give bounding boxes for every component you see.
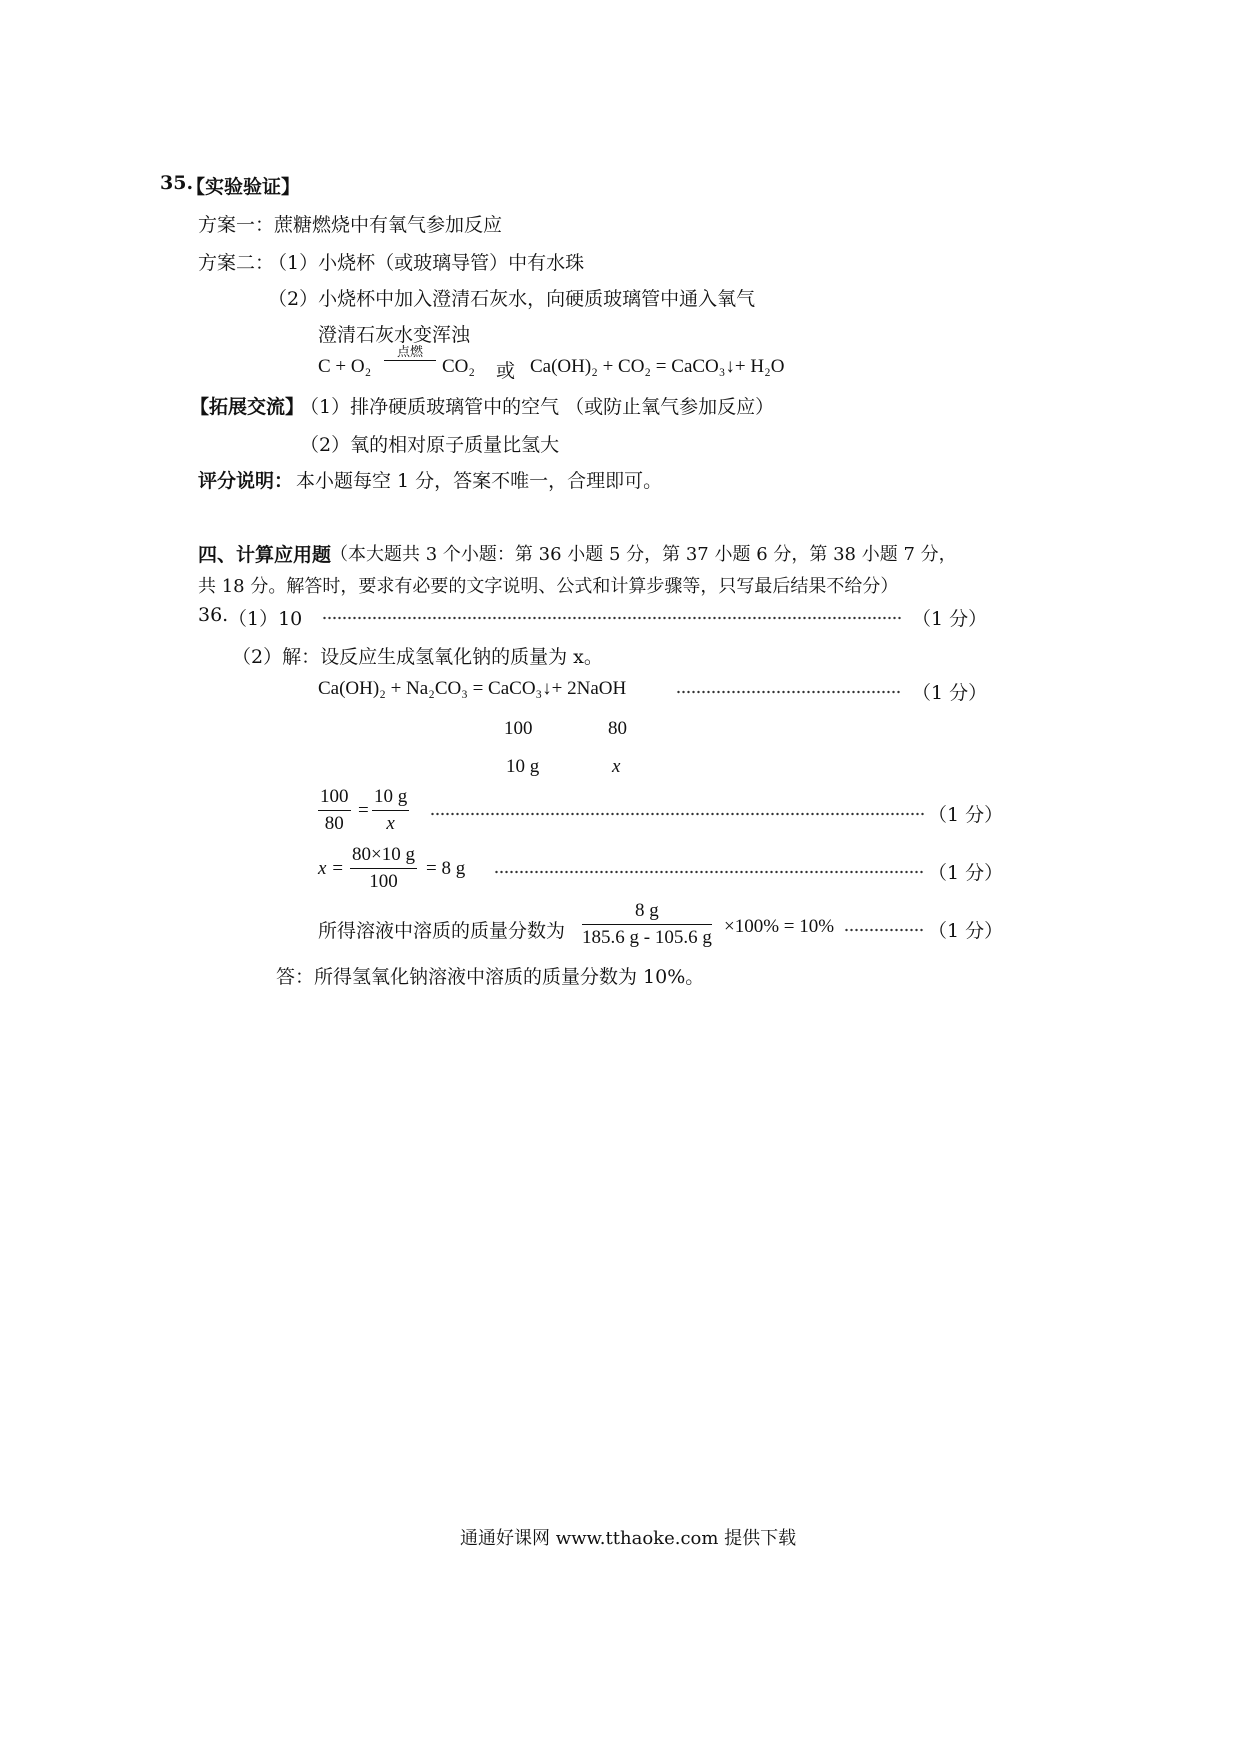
plan-two-label: 方案二： [198,252,275,274]
plan-one-text: 方案一：蔗糖燃烧中有氧气参加反应 [198,214,503,236]
dot-leader [676,690,902,694]
section-4-title: 四、计算应用题 [198,544,332,566]
question-35-number: 35. [160,172,194,194]
equation-two: Ca(OH)₂ + CO₂ = CaCO₃↓+ H₂O [530,356,785,377]
score-percent: （1 分） [928,920,1004,942]
solve-x-fraction [350,844,417,893]
score-equation: （1 分） [912,682,988,704]
dot-leader [322,616,902,620]
reaction-condition [384,346,436,361]
solve-x-label: x = [318,858,345,879]
plan-two-item-2-result: 澄清石灰水变浑浊 [318,324,471,346]
mass-ratio-naoh: 80 [608,718,627,739]
final-answer: 答：所得氢氧化钠溶液中溶质的质量分数为 10%。 [276,966,705,988]
score-proportion: （1 分） [928,804,1004,826]
unknown-mass-naoh: x [612,756,621,777]
question-36-part-1: （1）10 [228,608,303,630]
proportion-right-numerator: 10 g [372,786,409,811]
proportion-left [318,786,351,835]
footer-text: 通通好课网 www.tthaoke.com 提供下载 [460,1528,797,1549]
equation-right: CO₂ [442,356,476,377]
plan-two-item-2: （2）小烧杯中加入澄清石灰水，向硬质玻璃管中通入氧气 [268,288,756,310]
score-part-1: （1 分） [912,608,988,630]
dot-leader [494,870,924,874]
percent-denominator: 185.6 g - 105.6 g [582,927,712,948]
proportion-right-denominator: x [386,813,395,834]
proportion-right [372,786,409,835]
percent-label: 所得溶液中溶质的质量分数为 [318,920,566,942]
expand-item-2: （2）氧的相对原子质量比氢大 [300,434,560,456]
chemical-equation: Ca(OH)₂ + Na₂CO₃ = CaCO₃↓+ 2NaOH [318,678,627,699]
equation-or: 或 [496,360,516,382]
percent-numerator: 8 g [582,900,712,925]
experiment-heading: 【实验验证】 [186,176,301,198]
question-36-number: 36. [198,604,229,626]
grading-note-text: 本小题每空 1 分，答案不唯一，合理即可。 [296,470,663,492]
solve-x-result: = 8 g [426,858,466,879]
section-4-desc-line-2: 共 18 分。解答时，要求有必要的文字说明、公式和计算步骤等，只写最后结果不给分） [198,576,899,597]
percent-result: ×100% = 10% [724,916,835,937]
dot-leader [844,928,924,932]
equation-left: C + O₂ [318,356,372,377]
solve-x-denominator: 100 [369,871,398,892]
mass-ratio-caco3: 100 [504,718,533,739]
plan-two-item-1: （1）小烧杯（或玻璃导管）中有水珠 [268,252,585,274]
score-solve: （1 分） [928,862,1004,884]
proportion-left-denominator: 80 [324,813,344,834]
condition-arrow-line [384,360,436,361]
solve-x-numerator: 80×10 g [350,844,417,869]
percent-fraction [582,900,712,949]
expand-item-1: （1）排净硬质玻璃管中的空气 （或防止氧气参加反应） [300,396,775,418]
section-4-desc-line-1: （本大题共 3 个小题：第 36 小题 5 分，第 37 小题 6 分，第 38 小题 7 分， [330,544,957,565]
question-36-part-2-intro: （2）解：设反应生成氢氧化钠的质量为 x。 [232,646,603,668]
given-mass-caco3: 10 g [506,756,540,777]
expand-heading: 【拓展交流】 [190,396,305,418]
proportion-left-numerator: 100 [318,786,351,811]
proportion-equals: = [358,800,369,821]
grading-note-label: 评分说明： [198,470,294,492]
dot-leader [430,812,924,816]
condition-label: 点燃 [396,345,423,360]
